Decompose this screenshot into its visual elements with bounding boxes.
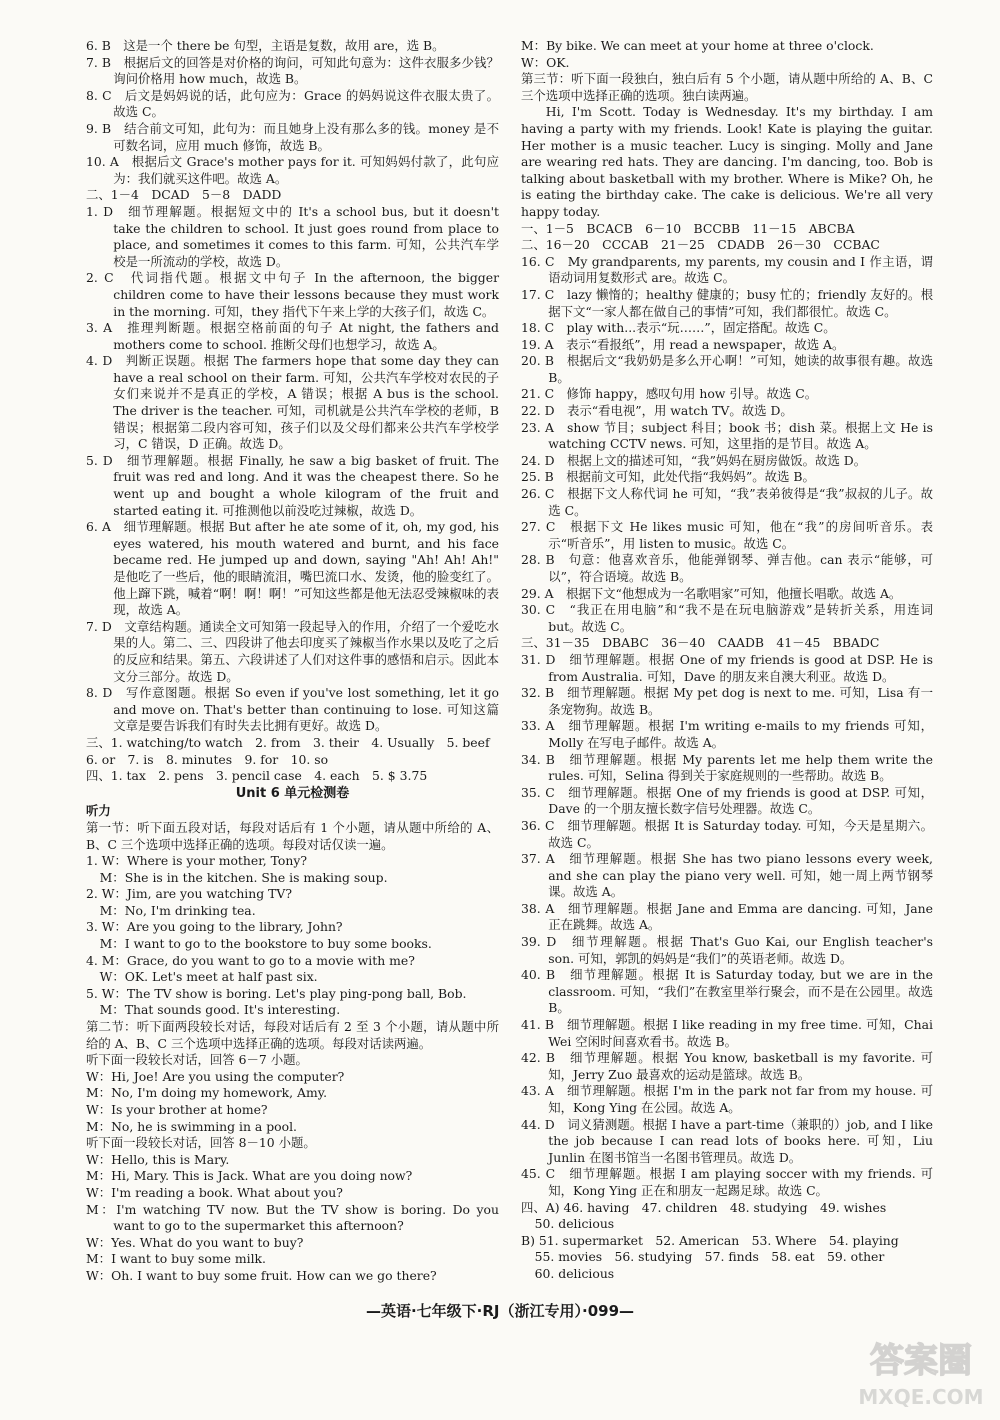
text-line: 16. C My grandparents, my parents, my cousin and I 作主语，谓语动词用复数形式 are。故选 C。 — [521, 253, 933, 286]
watermark-text: 答案圈 — [870, 1341, 972, 1381]
text-line: 3. W：Are you going to the library, John? — [86, 919, 343, 935]
text-line: M：No, I'm doing my homework, Amy. — [86, 1085, 328, 1101]
text-line: 28. B 句意：他喜欢音乐，他能弹钢琴、弹吉他。can 表示“能够，可以”，符合语境。故选 B。 — [521, 552, 933, 584]
text-line: 三、1. watching/to watch 2. from 3. their 4. Usually 5. beef — [86, 734, 490, 750]
text-line: 4. D 判断正误题。根据 The farmers hope that some day they can have a real school on their farm. 可知，公共汽车学校对农民的子女们来说并不是真正的学校，A 错误；根据 A bus is the school. The driver is the teacher. 可知，司机就是公共汽车学校的老师，B 错误；根据第二段内容可知，孩子们以及父母们都来公共汽车学校学习，C 错误，D 正确。故选 D。 — [86, 353, 499, 452]
text-line: 30. C “我正在用电脑”和“我不是在玩电脑游戏”是转折关系，用连词 but。故选 C。 — [521, 602, 933, 634]
text-line: M：By bike. We can meet at your home at three o'clock. — [521, 38, 874, 53]
text-line: 44. D 词义猜测题。根据 I have a part-time（兼职的）job, and I like the job because I can read lots of books here. 可知，Liu Junlin 在图书馆当一名图书管理员。故选 D。 — [521, 1116, 933, 1165]
text-line: 9. B 结合前文可知，此句为：而且她身上没有那么多的钱。money 是不可数名词，应用 much 修饰，故选 B。 — [86, 120, 499, 153]
text-line: 四、A) 46. having 47. children 48. studying 49. wishes — [521, 1199, 887, 1215]
text-line: 23. A show 节目；subject 科目；book 书；dish 菜。根据上文 He is watching CCTV news. 可知，这里指的是节目。故选 A。 — [521, 419, 933, 452]
text-line: M：She is in the kitchen. She is making soup. — [99, 869, 388, 885]
page-footer: —英语·七年级下·RJ（浙江专用）·099— — [365, 1302, 635, 1320]
left-column — [86, 38, 499, 1285]
text-line: W：Is your brother at home? — [86, 1102, 268, 1117]
text-line: 二、1－4 DCAD 5－8 DADD — [86, 187, 282, 203]
text-line: 2. C 代词指代题。根据文中句子 In the afternoon, the bigger children come to have their lessons because they must work in the morning. 可知，they 指代下午来上学的大孩子们，故选 C。 — [86, 270, 499, 319]
text-line: M：I want to buy some milk. — [86, 1251, 266, 1267]
text-line: 40. B 细节理解题。根据 It is Saturday today, but we are in the classroom. 可知，“我们”在教室里举行聚会，而不是在公园里。故选 B。 — [521, 967, 933, 1016]
text-line: 听下面一段较长对话，回答 8－10 小题。 — [86, 1135, 316, 1151]
text-line: 34. B 细节理解题。根据 My parents let me help them write the rules. 可知，Selina 得到关于家庭规则的一些帮助。故选 B。 — [521, 751, 933, 784]
text-line: 38. A 细节理解题。根据 Jane and Emma are dancing. 可知，Jane 正在跳舞。故选 A。 — [521, 900, 933, 933]
text-line: 21. C 修饰 happy，感叹句用 how 引导。故选 C。 — [521, 386, 818, 402]
text-line: W：Hi, Joe! Are you using the computer? — [86, 1068, 345, 1084]
text-line: 20. B 根据后文“我奶奶是多么开心啊！”可知，她读的故事很有趣。故选 B。 — [521, 353, 933, 385]
text-line: 第一节：听下面五段对话，每段对话后有 1 个小题，请从题中所给的 A、B、C 三个选项中选择正确的选项。每段对话仅读一遍。 — [86, 819, 499, 852]
text-line: 7. D 文章结构题。通读全文可知第一段起导入的作用，介绍了一个爱吃水果的人。第二、三、四段讲了他去印度买了辣椒当作水果以及吃了之后的反应和结果。第五、六段讲述了人们对这件事的感悟和启示。因此本文分三部分。故选 D。 — [86, 618, 499, 684]
text-line: 31. D 细节理解题。根据 One of my friends is good at DSP. He is from Australia. 可知，Dave 的朋友来自澳大利亚。故选 D。 — [521, 651, 933, 684]
text-line: 32. B 细节理解题。根据 My pet dog is next to me. 可知，Lisa 有一条宠物狗。故选 B。 — [521, 685, 933, 717]
text-line: W：Yes. What do you want to buy? — [86, 1234, 304, 1250]
text-line: 19. A 表示“看报纸”，用 read a newspaper，故选 A。 — [521, 336, 845, 352]
text-line: M：I want to go to the bookstore to buy some books. — [99, 936, 432, 952]
text-line: 50. delicious — [534, 1216, 615, 1232]
text-line: 22. D 表示“看电视”，用 watch TV。故选 D。 — [521, 403, 793, 419]
text-line: M：I'm watching TV now. But the TV show is boring. Do you want to go to the supermarket this afternoon? — [86, 1201, 499, 1234]
text-line: 6. B 这是一个 there be 句型，主语是复数，故用 are，选 B。 — [86, 38, 445, 53]
text-line: 第二节：听下面两段较长对话，每段对话后有 2 至 3 个小题，请从题中所给的 A、B、C 三个选项中选择正确的选项。每段对话读两遍。 — [86, 1019, 499, 1051]
text-line: 7. B 根据后文的回答是对价格的询问，可知此句意为：这件衣服多少钱？询问价格用 how much，故选 B。 — [86, 54, 499, 87]
text-line: M：No, I'm drinking tea. — [99, 902, 256, 918]
text-line: 24. D 根据上文的描述可知，“我”妈妈在厨房做饭。故选 D。 — [521, 452, 867, 468]
text-line: Unit 6 单元检测卷 — [235, 785, 350, 801]
text-line: 三、31－35 DBABC 36－40 CAADB 41－45 BBADC — [521, 635, 880, 651]
text-line: 5. W：The TV show is boring. Let's play ping-pong ball, Bob. — [86, 985, 467, 1001]
text-line: 5. D 细节理解题。根据 Finally, he saw a big basket of fruit. The fruit was red and long. And it was the cheapest there. So he went up and bought a whole kilogram of the fruit and started eating it. 可推测他以前没吃过辣椒，故选 D。 — [86, 452, 499, 518]
text-line: W：Oh. I want to buy some fruit. How can we go there? — [86, 1267, 437, 1283]
text-line: 41. B 细节理解题。根据 I like reading in my free time. 可知，Chai Wei 空闲时间喜欢看书。故选 B。 — [521, 1017, 933, 1049]
text-line: 8. D 写作意图题。根据 So even if you've lost something, let it go and move on. That's better than continuing to lose. 可知这篇文章是要告诉我们有时失去比拥有更好。故选 D。 — [86, 685, 499, 734]
watermark-logo — [846, 1330, 996, 1414]
text-line: 25. B 根据前文可知，此处代指“我妈妈”。故选 B。 — [521, 469, 815, 485]
text-line: 27. C 根据下文 He likes music 可知，他在“我”的房间听音乐。表示“听音乐”，用 listen to music。故选 C。 — [521, 519, 933, 551]
text-line: 10. A 根据后文 Grace's mother pays for it. 可知妈妈付款了，此句应为：我们就买这件吧。故选 A。 — [86, 154, 499, 186]
text-line: 一、1－5 BCACB 6－10 BCCBB 11－15 ABCBA — [521, 220, 855, 236]
text-line: M：No, he is swimming in a pool. — [86, 1118, 297, 1134]
text-line: 2. W：Jim, are you watching TV? — [86, 886, 292, 902]
text-line: 听下面一段较长对话，回答 6－7 小题。 — [86, 1052, 308, 1068]
text-line: 第三节：听下面一段独白，独白后有 5 个小题，请从题中所给的 A、B、C 三个选项中选择正确的选项。独白读两遍。 — [521, 71, 933, 103]
text-line: 3. A 推理判断题。根据空格前面的句子 At night, the fathers and mothers come to school. 推断父母们也想学习，故选 A。 — [86, 320, 499, 352]
text-line: W：Hello, this is Mary. — [86, 1151, 230, 1167]
text-line: 37. A 细节理解题。根据 She has two piano lessons every week, and she can play the piano very well. 可知，她一周上两节钢琴课。故选 A。 — [521, 851, 933, 900]
text-line: B) 51. supermarket 52. American 53. Where 54. playing — [521, 1232, 899, 1248]
text-line: W：OK. — [521, 54, 570, 70]
text-line: W：OK. Let's meet at half past six. — [99, 969, 318, 985]
text-line: M：Hi, Mary. This is Jack. What are you doing now? — [86, 1168, 413, 1184]
text-line: 39. D 细节理解题。根据 That's Guo Kai, our English teacher's son. 可知，郭凯的妈妈是“我们”的英语老师。故选 D。 — [521, 934, 933, 966]
text-line: 1. D 细节理解题。根据短文中的 It's a school bus, but it doesn't take the children to school. It just goes round from place to place, and sometimes it comes to this farm. 可知，公共汽车学校是一所流动的学校，故选 D。 — [86, 203, 499, 269]
text-line: 四、1. tax 2. pens 3. pencil case 4. each 5. $ 3.75 — [86, 768, 428, 784]
text-line: 1. W：Where is your mother, Tony? — [86, 853, 308, 869]
text-line: 17. C lazy 懒惰的；healthy 健康的；busy 忙的；friendly 友好的。根据下文“一家人都在做自己的事情”可知，我们都很忙。故选 C。 — [521, 286, 933, 319]
text-line: 6. or 7. is 8. minutes 9. for 10. so — [86, 751, 329, 767]
text-line: W：I'm reading a book. What about you? — [86, 1184, 343, 1200]
text-line: Hi, I'm Scott. Today is Wednesday. It's my birthday. I am having a party with my friends. Look! Kate is playing the guitar. Her mother is a music teacher. Lucy is singing. Molly and Jane are wearing red hats. They are dancing. I'm dancing, too. Bob is talking about basketball with my brother. Where is Mike? Oh, he is eating the birthday cake. The cake is delicious. We're all very happy today. — [521, 104, 933, 219]
text-line: 6. A 细节理解题。根据 But after he ate some of it, oh, my god, his eyes watered, his mouth watered and burnt, and his face became red. He jumped up and down, saying "Ah! Ah! Ah!" 是他吃了一些后，他的眼睛流泪，嘴巴流口水、发烫，他的脸变红了。他上蹿下跳，喊着“啊！啊！啊！”可知这些都是他无法忍受辣椒味的表现，故选 A。 — [86, 519, 499, 618]
text-line: M：That sounds good. It's interesting. — [99, 1002, 341, 1018]
watermark-url: MXQE.COM — [858, 1385, 984, 1409]
text-line: 45. C 细节理解题。根据 I am playing soccer with my friends. 可知，Kong Ying 正在和朋友一起踢足球。故选 C。 — [521, 1166, 933, 1198]
text-line: 55. movies 56. studying 57. finds 58. eat 59. other — [534, 1249, 885, 1265]
text-line: 36. C 细节理解题。根据 It is Saturday today. 可知，今天是星期六。故选 C。 — [521, 817, 933, 850]
text-line: 42. B 细节理解题。根据 You know, basketball is my favorite. 可知，Jerry Zuo 最喜欢的运动是篮球。故选 B。 — [521, 1050, 933, 1082]
text-line: 4. M：Grace, do you want to go to a movie with me? — [86, 952, 415, 968]
text-line: 26. C 根据下文人称代词 he 可知，“我”表弟彼得是“我”叔叔的儿子。故选 C。 — [521, 486, 933, 518]
text-line: 33. A 细节理解题。根据 I'm writing e-mails to my friends 可知，Molly 在写电子邮件。故选 A。 — [521, 718, 933, 750]
text-line: 60. delicious — [534, 1265, 615, 1281]
text-line: 8. C 后文是妈妈说的话，此句应为：Grace 的妈妈说这件衣服太贵了。故选 C。 — [86, 87, 499, 120]
text-line: 18. C play with...表示“玩……”，固定搭配。故选 C。 — [521, 320, 836, 336]
text-line: 29. A 根据下文“他想成为一名歌唱家”可知，他擅长唱歌。故选 A。 — [521, 585, 902, 601]
text-line: 听力 — [86, 803, 111, 819]
text-line: 二、16－20 CCCAB 21－25 CDADB 26－30 CCBAC — [521, 237, 880, 253]
text-line: 43. A 细节理解题。根据 I'm in the park not far from my house. 可知，Kong Ying 在公园。故选 A。 — [521, 1083, 933, 1115]
right-column — [521, 38, 933, 1283]
text-line: 35. C 细节理解题。根据 One of my friends is good at DSP. 可知，Dave 的一个朋友擅长数字信号处理器。故选 C。 — [521, 784, 933, 817]
